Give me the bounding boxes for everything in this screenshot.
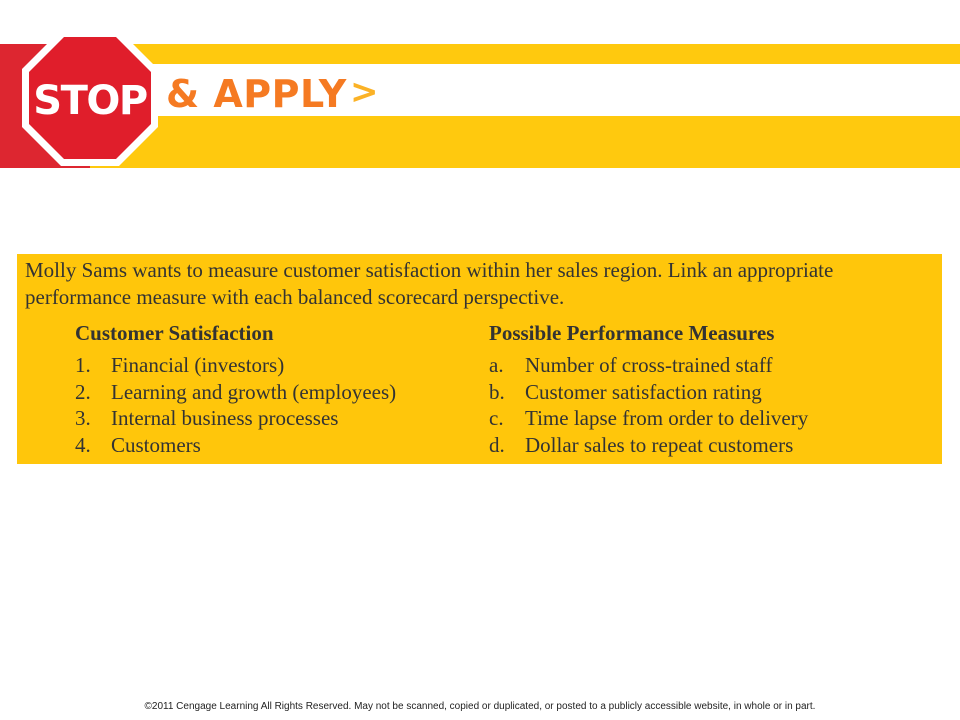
problem-intro: Molly Sams wants to measure customer satisfaction within her sales region. Link an appropriate performance measure with each balanced scorecard perspective. [25,258,834,309]
perspectives-column [75,320,475,458]
chevron-right-icon: > [350,72,379,112]
list-item [75,379,475,406]
list-text: Customers [111,432,201,457]
list-text: Dollar sales to repeat customers [525,432,794,457]
list-marker: 4. [75,432,91,457]
stop-sign-label: STOP [33,78,147,124]
list-text: Number of cross-trained staff [525,353,773,377]
list-marker: d. [489,432,505,457]
list-marker: b. [489,379,505,404]
apply-title: & APPLY [166,72,347,116]
list-item [489,379,929,406]
measures-heading: Possible Performance Measures [489,321,775,345]
list-item [75,352,475,379]
list-item [75,405,475,432]
list-text: Learning and growth (employees) [111,379,397,404]
list-marker: 1. [75,353,91,377]
stop-sign-icon [20,28,160,168]
list-item [75,432,475,459]
list-text: Financial (investors) [111,353,285,377]
list-item [489,352,929,379]
list-text: Time lapse from order to delivery [525,406,809,430]
list-marker: a. [489,353,504,377]
copyright-footer: ©2011 Cengage Learning All Rights Reserved. May not be scanned, copied or duplicated, or posted to a publicly accessible website, in whole or in part. [144,701,816,712]
list-marker: c. [489,406,504,430]
list-marker: 3. [75,406,91,430]
problem-box [17,254,942,464]
perspectives-heading: Customer Satisfaction [75,321,274,345]
list-text: Customer satisfaction rating [525,379,762,404]
list-text: Internal business processes [111,406,339,430]
list-item [489,432,929,459]
measures-column [489,320,929,458]
list-item [489,405,929,432]
list-marker: 2. [75,379,91,404]
